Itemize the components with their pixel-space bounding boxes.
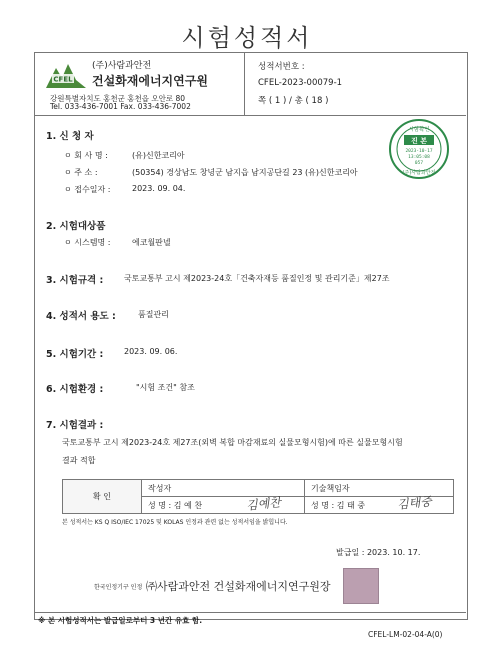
section-5-title: 5. 시험기간 : — [46, 349, 104, 360]
tech-signature: 김태중 — [396, 494, 433, 512]
signature-table — [62, 479, 454, 514]
org-name: 건설화재에너지연구원 — [92, 74, 208, 88]
tech-label: 기술책임자 — [305, 480, 454, 497]
stamp-time: 13:05:08 — [408, 155, 430, 160]
standard-value: 국토교통부 고시 제2023-24호「건축자재등 품질인정 및 관리기준」제27조 — [124, 274, 390, 283]
stamp-date: 2023-10-17 — [405, 149, 433, 154]
header-divider — [244, 52, 245, 115]
validity-note: ※ 본 시험성적서는 발급일로부터 3 년간 유효 함. — [38, 616, 203, 625]
stamp-top: 시험확인 — [408, 127, 430, 133]
environment-value: "시험 조건" 참조 — [136, 383, 195, 392]
stamp-main: 진 본 — [411, 137, 427, 145]
org-subtitle: (주)사람과안전 — [92, 61, 152, 71]
address-value: (50354) 경상남도 창녕군 남지읍 남지공단길 23 (유)신한코리아 — [132, 168, 358, 177]
stamp-code: 057 — [414, 161, 424, 166]
validity-divider — [34, 612, 466, 613]
issuer-name: ㈜사람과안전 건설화재에너지연구원장 — [146, 580, 331, 593]
company-label: ㅇ 회 사 명 : — [64, 151, 108, 160]
tech-cell — [305, 494, 454, 514]
received-value: 2023. 09. 04. — [132, 184, 186, 193]
address-label: ㅇ 주 소 : — [64, 168, 98, 177]
section-3-title: 3. 시험규격 : — [46, 275, 104, 286]
writer-name: 성 명 : 김 예 찬 — [148, 500, 203, 510]
result-line-2: 결과 적합 — [62, 456, 96, 465]
system-value: 에코월판넬 — [132, 238, 171, 247]
issue-date: 발급일 : 2023. 10. 17. — [336, 548, 421, 557]
document-title: 시험성적서 — [181, 24, 313, 52]
period-value: 2023. 09. 06. — [124, 347, 178, 356]
section-4-title: 4. 성적서 용도 : — [46, 311, 116, 322]
cert-no: CFEL-2023-00079-1 — [258, 78, 343, 88]
kolas-note: 본 성적서는 KS Q ISO/IEC 17025 및 KOLAS 인정과 관련 없는 성적서임을 밝힙니다. — [62, 519, 288, 526]
page-count: 쪽 ( 1 ) / 총 ( 18 ) — [258, 96, 329, 106]
cfel-logo-icon — [44, 58, 88, 92]
issuer-prefix: 한국인정기구 인정 — [94, 584, 143, 591]
cert-no-label: 성적서번호 : — [258, 62, 305, 72]
tech-name: 성 명 : 김 태 중 — [311, 500, 366, 510]
writer-signature: 김예찬 — [245, 495, 282, 513]
footer-code: CFEL-LM-02-04-A(0) — [368, 630, 443, 639]
stamp-bottom: (주)사람과안전 — [402, 170, 436, 176]
section-6-title: 6. 시험환경 : — [46, 384, 104, 395]
org-address: 강원특별자치도 홍천군 홍천읍 오안로 80 — [50, 94, 185, 103]
authenticity-stamp-icon — [388, 118, 450, 180]
company-value: (유)신한코리아 — [132, 151, 185, 160]
red-seal-icon — [343, 568, 379, 604]
writer-label: 작성자 — [142, 480, 305, 497]
writer-cell — [142, 497, 305, 514]
system-label: ㅇ 시스템명 : — [64, 238, 111, 247]
confirm-cell: 확 인 — [63, 480, 142, 514]
purpose-value: 품질관리 — [138, 310, 169, 319]
section-2-title: 2. 시험대상품 — [46, 221, 106, 232]
org-tel: Tel. 033-436-7001 Fax. 033-436-7002 — [50, 102, 191, 111]
section-7-title: 7. 시험결과 : — [46, 420, 104, 431]
logo-text: CFEL — [53, 75, 73, 84]
result-line-1: 국토교통부 고시 제2023-24호 제27조(외벽 복합 마감재료의 실물모형시험)에 따른 실물모형시험 — [62, 438, 403, 447]
section-1-title: 1. 신 청 자 — [46, 131, 94, 142]
received-label: ㅇ 접수일자 : — [64, 185, 111, 194]
